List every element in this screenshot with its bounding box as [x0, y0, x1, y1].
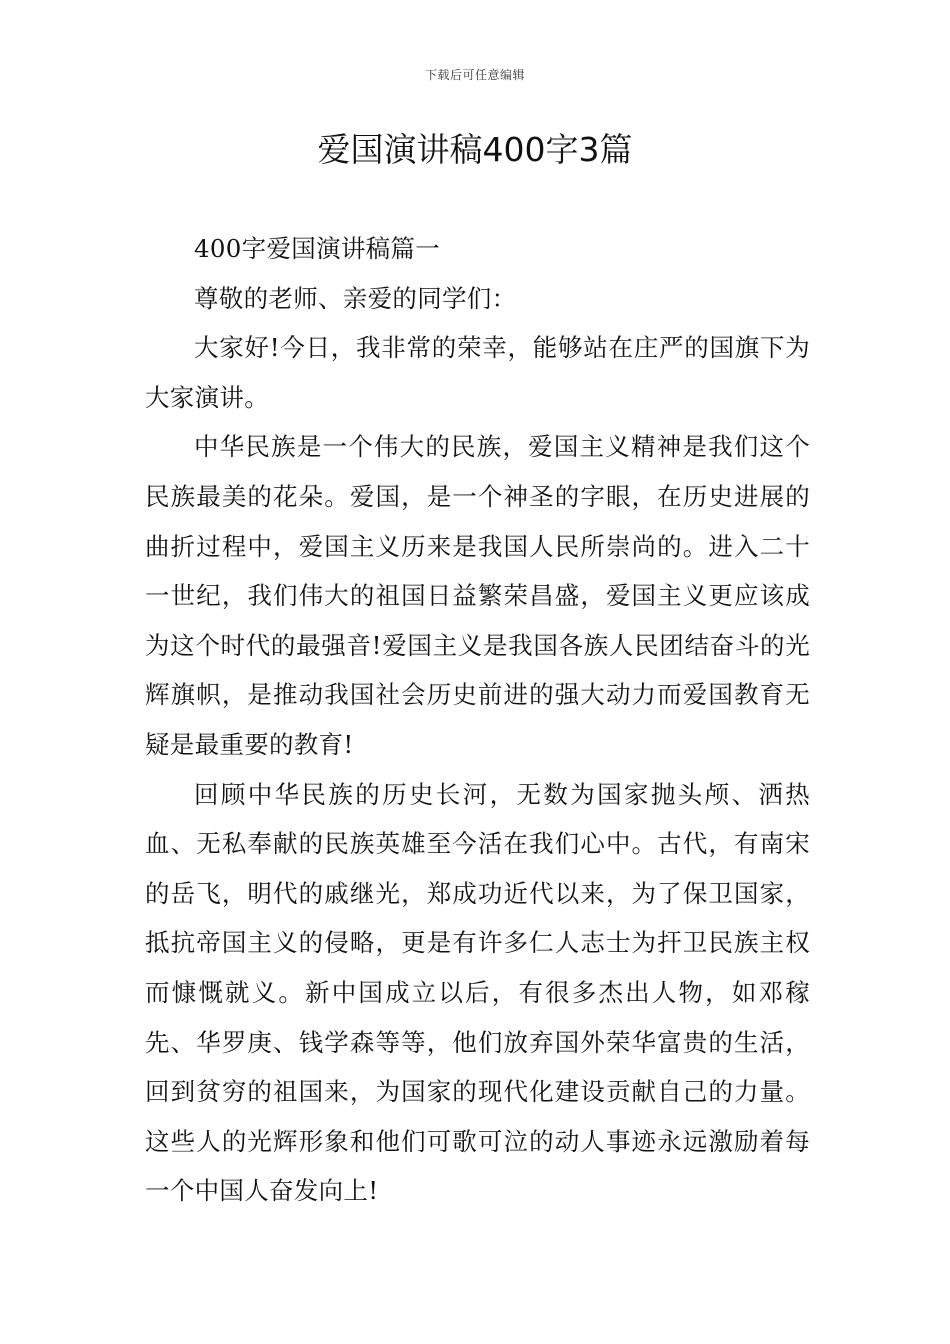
paragraph: 中华民族是一个伟大的民族，爱国主义精神是我们这个民族最美的花朵。爱国，是一个神圣的字眼，在历史进展的曲折过程中，爱国主义历来是我国人民所崇尚的。进入二十一世纪，我们伟大的祖国日益繁荣昌盛，爱国主义更应该成为这个时代的最强音!爱国主义是我国各族人民团结奋斗的光辉旗帜，是推动我国社会历史前进的强大动力而爱国教育无疑是最重要的教育! — [145, 432, 810, 759]
document-title: 爱国演讲稿400字3篇 — [317, 130, 633, 169]
salutation: 尊敬的老师、亲爱的同学们： — [194, 283, 517, 313]
document-body — [145, 224, 810, 1216]
paragraph: 大家好!今日，我非常的荣幸，能够站在庄严的国旗下为大家演讲。 — [145, 333, 810, 412]
paragraph: 回顾中华民族的历史长河，无数为国家抛头颅、洒热血、无私奉献的民族英雄至今活在我们心中。古代，有南宋的岳飞，明代的戚继光，郑成功近代以来，为了保卫国家，抵抗帝国主义的侵略，更是有许多仁人志士为扞卫民族主权而慷慨就义。新中国成立以后，有很多杰出人物，如邓稼先、华罗庚、钱学森等等，他们放弃国外荣华富贵的生活，回到贫穷的祖国来，为国家的现代化建设贡献自己的力量。这些人的光辉形象和他们可歌可泣的动人事迹永远激励着每一个中国人奋发向上! — [145, 779, 810, 1206]
section-heading: 400字爱国演讲稿篇一 — [194, 234, 441, 263]
header-note: 下载后可任意编辑 — [424, 68, 525, 82]
